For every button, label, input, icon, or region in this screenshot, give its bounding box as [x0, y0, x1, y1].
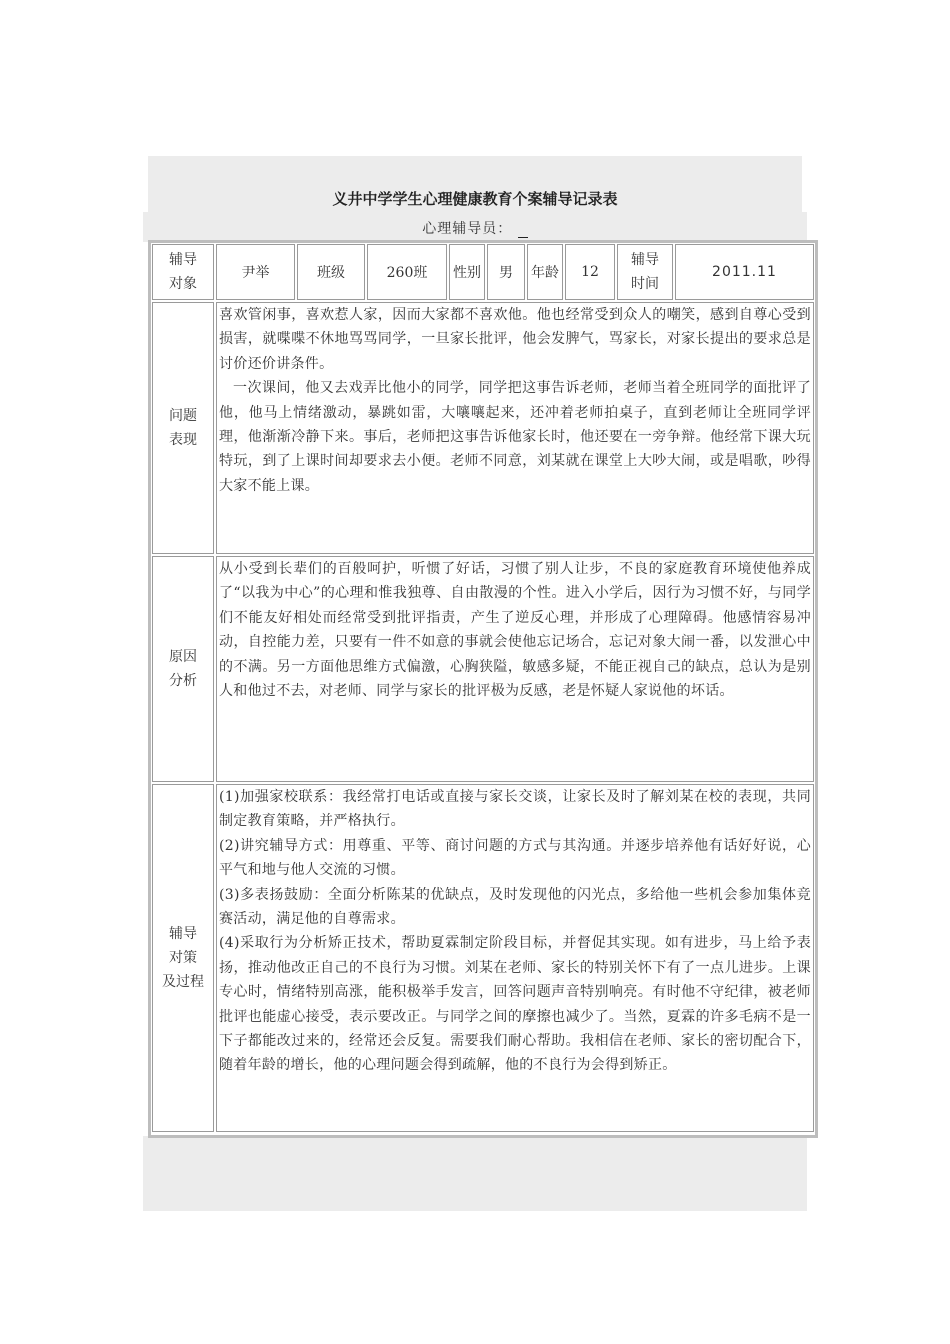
- subject-label-cell: [152, 244, 214, 300]
- measures-label-line2: 对策: [169, 950, 197, 966]
- problem-label-cell: [152, 302, 214, 554]
- age-label-cell: [527, 244, 563, 300]
- problem-paragraph-1: 喜欢管闲事，喜欢惹人家，因而大家都不喜欢他。他也经常受到众人的嘲笑，感到自尊心受到损害，就喋喋不休地骂骂同学，一旦家长批评，他会发脾气，骂家长，对家长提出的要求总是讨价还价讲条件。: [219, 307, 811, 372]
- measures-content: [216, 784, 814, 1132]
- cause-label-line1: 原因: [169, 649, 197, 665]
- problem-content: [216, 302, 814, 554]
- page-title: 义井中学学生心理健康教育个案辅导记录表: [332, 190, 618, 208]
- counselor-line: [148, 218, 802, 238]
- problem-paragraph-2: 一次课间，他又去戏弄比他小的同学，同学把这事告诉老师，老师当着全班同学的面批评了他，他马上情绪激动，暴跳如雷，大嚷嚷起来，还冲着老师拍桌子，直到老师让全班同学评理，他渐渐冷静下来。事后，老师把这事告诉他家长时，他还要在一旁争辩。他经常下课大玩特玩，到了上课时间却要求去小便。老师不同意，刘某就在课堂上大吵大闹，或是唱歌，吵得大家不能上课。: [219, 380, 811, 494]
- cause-label-line2: 分析: [169, 673, 197, 689]
- time-label-cell: [617, 244, 673, 300]
- problem-label-line1: 问题: [169, 408, 197, 424]
- subject-label: 辅导对象: [169, 252, 197, 292]
- header-row: [152, 244, 814, 300]
- cause-paragraph-1: 从小受到长辈们的百般呵护，听惯了好话，习惯了别人让步，不良的家庭教育环境使他养成了“以我为中心”的心理和惟我独尊、自由散漫的个性。进入小学后，因行为习惯不好，与同学们不能友好相处而经常受到批评指责，产生了逆反心理，并形成了心理障碍。他感情容易冲动，自控能力差，只要有一件不如意的事就会使他忘记场合，忘记对象大闹一番，以发泄心中的不满。另一方面他思维方式偏激，心胸狭隘，敏感多疑，不能正视自己的缺点，总认为是别人和他过不去，对老师、同学与家长的批评极为反感，老是怀疑人家说他的坏话。: [219, 561, 811, 700]
- gender-label-cell: [449, 244, 485, 300]
- counselor-label: 心理辅导员：: [422, 221, 513, 237]
- problem-row: [152, 302, 814, 554]
- measures-label-cell: [152, 784, 214, 1132]
- gender-label: 性别: [453, 265, 481, 281]
- cause-row: [152, 556, 814, 782]
- time-label: 辅导时间: [631, 252, 659, 292]
- counselor-blank: [518, 223, 528, 238]
- measures-row: [152, 784, 814, 1132]
- measures-paragraph-4: (4)采取行为分析矫正技术，帮助夏霖制定阶段目标，并督促其实现。如有进步，马上给予表扬，推动他改正自己的不良行为习惯。刘某在老师、家长的特别关怀下有了一点儿进步。上课专心时，情绪特别高涨，能积极举手发言，回答问题声音特别响亮。有时他不守纪律，被老师批评也能虚心接受，表示要改正。与同学之间的摩擦也减少了。当然，夏霖的许多毛病不是一下子都能改过来的，经常还会反复。需要我们耐心帮助。我相信在老师、家长的密切配合下，随着年龄的增长，他的心理问题会得到疏解，他的不良行为会得到矫正。: [219, 935, 811, 1074]
- time-value-cell: [675, 244, 814, 300]
- subject-name-cell: [216, 244, 295, 300]
- class-label: 班级: [317, 265, 345, 281]
- measures-paragraph-3: (3)多表扬鼓励：全面分析陈某的优缺点，及时发现他的闪光点，多给他一些机会参加集体竞赛活动，满足他的自尊需求。: [219, 886, 811, 928]
- gender-value: 男: [499, 265, 513, 281]
- measures-paragraph-1: (1)加强家校联系：我经常打电话或直接与家长交谈，让家长及时了解刘某在校的表现，共同制定教育策略，并严格执行。: [219, 789, 811, 830]
- subject-name: 尹举: [241, 265, 270, 281]
- age-value: 12: [581, 264, 599, 280]
- class-label-cell: [297, 244, 365, 300]
- class-value: 260班: [386, 265, 428, 281]
- record-table: [150, 242, 816, 1134]
- time-value: 2011.11: [712, 264, 777, 280]
- measures-label-line1: 辅导: [169, 926, 197, 942]
- age-value-cell: [565, 244, 615, 300]
- footer-background: [143, 1136, 807, 1211]
- age-label: 年龄: [531, 265, 559, 281]
- gender-value-cell: [487, 244, 525, 300]
- class-value-cell: [367, 244, 447, 300]
- measures-label-line3: 及过程: [162, 974, 204, 990]
- cause-label-cell: [152, 556, 214, 782]
- measures-paragraph-2: (2)讲究辅导方式：用尊重、平等、商讨问题的方式与其沟通。并逐步培养他有话好好说，心平气和地与他人交流的习惯。: [219, 837, 811, 879]
- problem-label-line2: 表现: [169, 432, 197, 448]
- cause-content: [216, 556, 814, 782]
